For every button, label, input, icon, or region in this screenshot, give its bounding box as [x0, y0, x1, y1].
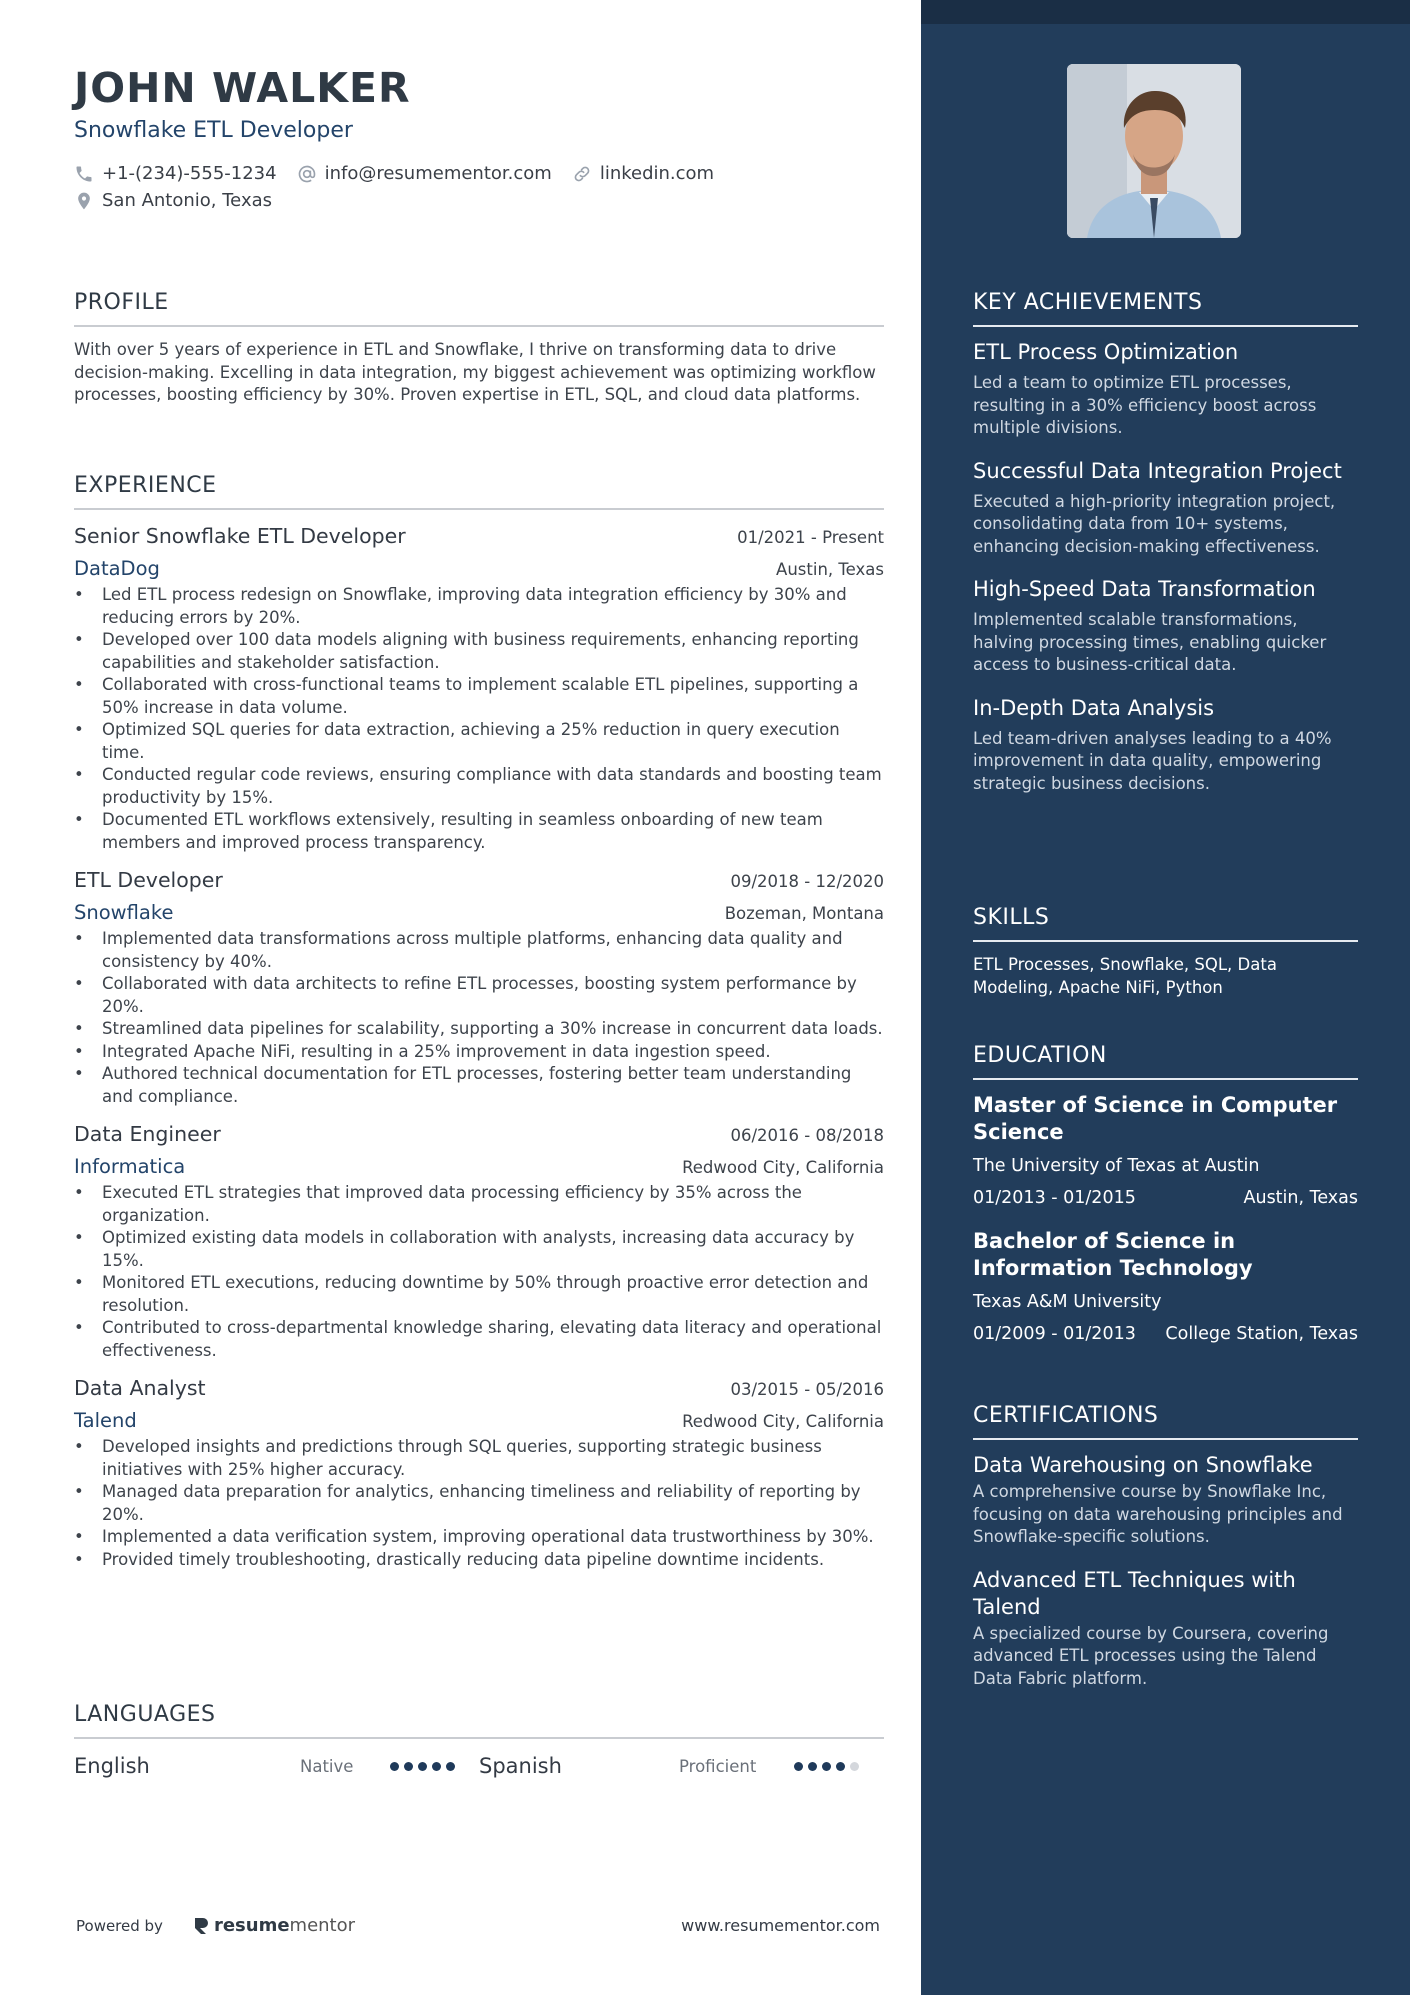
- rating-dot-filled: [390, 1762, 399, 1771]
- rating-dot-filled: [432, 1762, 441, 1771]
- job-entry-location: Bozeman, Montana: [724, 904, 884, 923]
- job-entry: [74, 868, 884, 1108]
- bullet-item: • Authored technical documentation for ETL processes, fostering better team understanding and compliance.: [74, 1063, 884, 1108]
- certification-title: Data Warehousing on Snowflake: [973, 1453, 1313, 1477]
- profile-heading: PROFILE: [74, 290, 884, 327]
- bullet-item: • Documented ETL workflows extensively, resulting in seamless onboarding of new team members and improved process transparency.: [74, 809, 884, 854]
- education-degree: Bachelor of Science in Information Technology: [973, 1229, 1253, 1280]
- bullet-item: • Executed ETL strategies that improved data processing efficiency by 35% across the organization.: [74, 1182, 884, 1227]
- education-school: The University of Texas at Austin: [973, 1156, 1260, 1176]
- email-contact[interactable]: [297, 163, 552, 184]
- experience-heading: EXPERIENCE: [74, 473, 884, 510]
- job-entry-title: ETL Developer: [74, 868, 223, 892]
- job-bullets: [74, 584, 884, 854]
- location-contact: [74, 190, 272, 211]
- job-entry-dates: 09/2018 - 12/2020: [730, 872, 884, 891]
- job-bullets: [74, 1182, 884, 1362]
- education-item: [973, 1228, 1358, 1344]
- education-dates: 01/2013 - 01/2015: [973, 1188, 1136, 1208]
- job-entry-location: Austin, Texas: [776, 560, 884, 579]
- contact-info: [74, 160, 734, 214]
- job-bullets: [74, 928, 884, 1108]
- profile-text: With over 5 years of experience in ETL and Snowflake, I thrive on transforming data to drive decision-making. Excelling in data integration, my biggest achievement was optimizing workflow processes, boosting efficiency by 30%. Proven expertise in ETL, SQL, and cloud data platforms.: [74, 340, 876, 404]
- experience-section: [74, 473, 884, 1571]
- education-location: College Station, Texas: [1165, 1324, 1358, 1344]
- map-pin-icon: [74, 191, 94, 211]
- language-rating: [390, 1762, 460, 1771]
- achievement-item: [973, 339, 1358, 440]
- bullet-item: • Collaborated with data architects to refine ETL processes, boosting system performance by 20%.: [74, 973, 884, 1018]
- bullet-item: • Implemented data transformations across multiple platforms, enhancing data quality and consistency by 40%.: [74, 928, 884, 973]
- powered-by-label: Powered by: [76, 1916, 163, 1935]
- achievement-desc: Implemented scalable transformations, halving processing times, enabling quicker access to business-critical data.: [973, 610, 1327, 674]
- achievement-item: [973, 695, 1358, 796]
- certification-desc: A specialized course by Coursera, covering advanced ETL processes using the Talend Data Fabric platform.: [973, 1623, 1329, 1688]
- email-text: info@resumementor.com: [324, 163, 552, 184]
- certification-item: [973, 1452, 1358, 1549]
- skills-heading: SKILLS: [973, 905, 1358, 942]
- bullet-item: • Optimized SQL queries for data extraction, achieving a 25% reduction in query execution time.: [74, 719, 884, 764]
- language-rating: [794, 1762, 864, 1771]
- achievements-heading: KEY ACHIEVEMENTS: [973, 290, 1358, 327]
- bullet-item: • Managed data preparation for analytics, enhancing timeliness and reliability of reporting by 20%.: [74, 1481, 884, 1526]
- achievement-desc: Led a team to optimize ETL processes, resulting in a 30% efficiency boost across multiple divisions.: [973, 373, 1317, 437]
- language-item: [74, 1754, 479, 1778]
- job-entry-company: Snowflake: [74, 901, 174, 924]
- website-link[interactable]: www.resumementor.com: [681, 1916, 880, 1935]
- job-entry-company: DataDog: [74, 557, 160, 580]
- education-location: Austin, Texas: [1243, 1188, 1358, 1208]
- language-name: English: [74, 1754, 150, 1778]
- certification-item: [973, 1567, 1358, 1691]
- certifications-heading: CERTIFICATIONS: [973, 1403, 1358, 1440]
- sidebar-top-bar: [921, 0, 1410, 24]
- rating-dot-empty: [850, 1762, 859, 1771]
- logo-light-text: mentor: [289, 1915, 356, 1936]
- phone-text: +1-(234)-555-1234: [102, 163, 277, 184]
- footer: [76, 1915, 880, 1936]
- rating-dot-filled: [446, 1762, 455, 1771]
- bullet-item: • Led ETL process redesign on Snowflake, improving data integration efficiency by 30% and reducing errors by 20%.: [74, 584, 884, 629]
- language-name: Spanish: [479, 1754, 562, 1778]
- bullet-item: • Integrated Apache NiFi, resulting in a 25% improvement in data ingestion speed.: [74, 1041, 884, 1064]
- bullet-item: • Collaborated with cross-functional teams to implement scalable ETL pipelines, supporting a 50% increase in data volume.: [74, 674, 884, 719]
- logo-bold-text: resume: [213, 1915, 290, 1936]
- sidebar: [921, 0, 1410, 1995]
- bullet-item: • Contributed to cross-departmental knowledge sharing, elevating data literacy and operational effectiveness.: [74, 1317, 884, 1362]
- achievement-title: Successful Data Integration Project: [973, 458, 1342, 483]
- job-entry-title: Data Analyst: [74, 1376, 206, 1400]
- languages-heading: LANGUAGES: [74, 1702, 884, 1739]
- job-title: Snowflake ETL Developer: [74, 118, 353, 143]
- link-icon: [572, 164, 592, 184]
- job-entry-location: Redwood City, California: [682, 1412, 884, 1431]
- education-dates: 01/2009 - 01/2013: [973, 1324, 1136, 1344]
- linkedin-text: linkedin.com: [599, 163, 715, 184]
- job-entry-dates: 06/2016 - 08/2018: [730, 1126, 884, 1145]
- bullet-item: • Provided timely troubleshooting, drastically reducing data pipeline downtime incidents.: [74, 1549, 884, 1572]
- achievement-desc: Led team-driven analyses leading to a 40% improvement in data quality, empowering strategic business decisions.: [973, 728, 1332, 793]
- job-entry-dates: 01/2021 - Present: [737, 528, 884, 547]
- certification-desc: A comprehensive course by Snowflake Inc, focusing on data warehousing principles and Snowflake-specific solutions.: [973, 1482, 1343, 1546]
- resumementor-logo-icon: [193, 1916, 209, 1936]
- job-entry-location: Redwood City, California: [682, 1158, 884, 1177]
- certification-title: Advanced ETL Techniques with Talend: [973, 1567, 1296, 1619]
- job-entry-company: Informatica: [74, 1155, 186, 1178]
- bullet-item: • Optimized existing data models in collaboration with analysts, increasing data accuracy by 15%.: [74, 1227, 884, 1272]
- rating-dot-filled: [794, 1762, 803, 1771]
- achievement-item: [973, 576, 1358, 677]
- language-level: Native: [300, 1756, 354, 1776]
- rating-dot-filled: [808, 1762, 817, 1771]
- location-text: San Antonio, Texas: [102, 190, 272, 211]
- achievement-desc: Executed a high-priority integration project, consolidating data from 10+ systems, enhancing decision-making effectiveness.: [973, 491, 1336, 556]
- job-bullets: [74, 1436, 884, 1571]
- job-entry-dates: 03/2015 - 05/2016: [730, 1380, 884, 1399]
- bullet-item: • Implemented a data verification system, improving operational data trustworthiness by 30%.: [74, 1526, 884, 1549]
- languages-section: [74, 1702, 884, 1781]
- job-entry-title: Data Engineer: [74, 1122, 221, 1146]
- job-entry-company: Talend: [74, 1409, 137, 1432]
- bullet-item: • Streamlined data pipelines for scalability, supporting a 30% increase in concurrent data loads.: [74, 1018, 884, 1041]
- at-sign-icon: [297, 164, 317, 184]
- education-degree: Master of Science in Computer Science: [973, 1093, 1338, 1144]
- job-entry: [74, 524, 884, 854]
- candidate-name: JOHN WALKER: [74, 64, 411, 112]
- rating-dot-filled: [822, 1762, 831, 1771]
- job-entry: [74, 1376, 884, 1571]
- achievement-title: In-Depth Data Analysis: [973, 695, 1215, 720]
- bullet-item: • Developed insights and predictions through SQL queries, supporting strategic business initiatives with 25% higher accuracy.: [74, 1436, 884, 1481]
- education-school: Texas A&M University: [973, 1292, 1162, 1312]
- job-entry: [74, 1122, 884, 1362]
- education-heading: EDUCATION: [973, 1043, 1358, 1080]
- language-item: [479, 1754, 884, 1778]
- rating-dot-filled: [418, 1762, 427, 1771]
- skills-section: [973, 905, 1358, 999]
- certifications-section: [973, 1403, 1358, 1690]
- bullet-item: • Conducted regular code reviews, ensuring compliance with data standards and boosting team productivity by 15%.: [74, 764, 884, 809]
- achievement-title: High-Speed Data Transformation: [973, 577, 1316, 601]
- achievements-section: [973, 290, 1358, 795]
- phone-contact[interactable]: [74, 163, 277, 184]
- skills-list: ETL Processes, Snowflake, SQL, Data Modeling, Apache NiFi, Python: [973, 955, 1277, 997]
- person-portrait-icon: [1067, 64, 1241, 238]
- job-entry-title: Senior Snowflake ETL Developer: [74, 524, 406, 548]
- education-item: [973, 1092, 1358, 1208]
- profile-section: [74, 290, 884, 407]
- achievement-title: ETL Process Optimization: [973, 340, 1239, 364]
- profile-photo: [1067, 64, 1241, 238]
- education-section: [973, 1043, 1358, 1344]
- linkedin-contact[interactable]: [572, 163, 714, 184]
- bullet-item: • Developed over 100 data models aligning with business requirements, enhancing reporting capabilities and stakeholder satisfaction.: [74, 629, 884, 674]
- language-level: Proficient: [679, 1756, 757, 1776]
- powered-by: [76, 1915, 355, 1936]
- rating-dot-filled: [836, 1762, 845, 1771]
- achievement-item: [973, 458, 1358, 559]
- phone-icon: [74, 164, 94, 184]
- bullet-item: • Monitored ETL executions, reducing downtime by 50% through proactive error detection and resolution.: [74, 1272, 884, 1317]
- resumementor-logo[interactable]: [193, 1915, 355, 1936]
- rating-dot-filled: [404, 1762, 413, 1771]
